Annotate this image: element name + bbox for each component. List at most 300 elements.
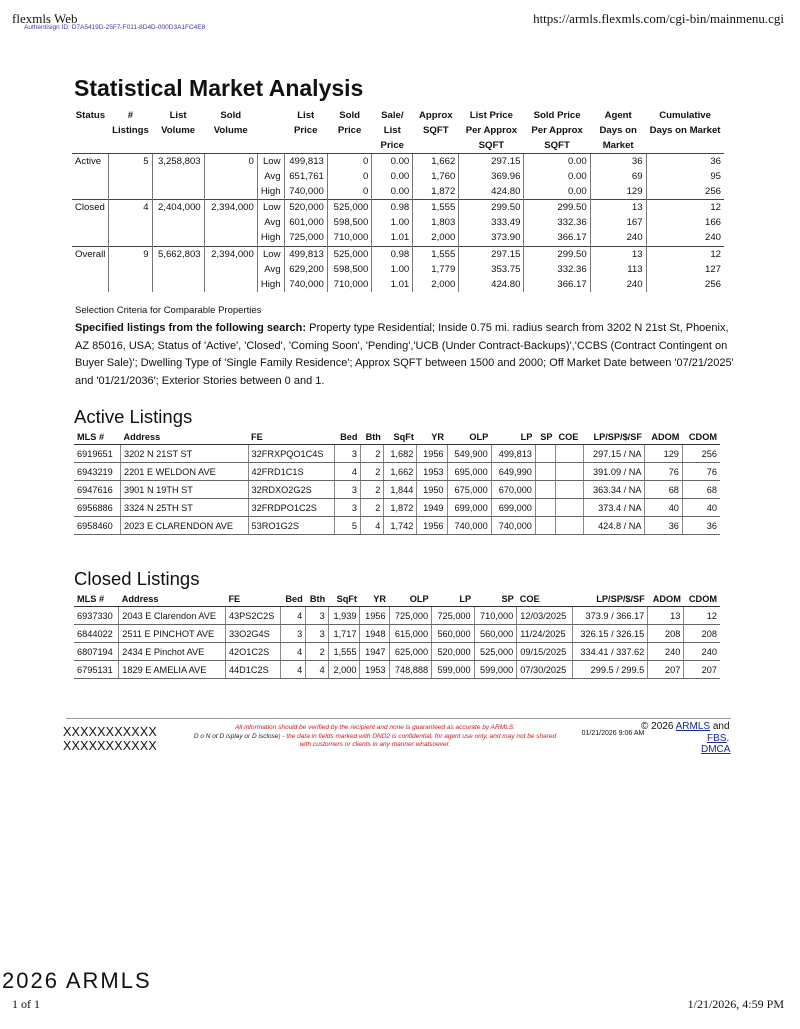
stat-cell — [109, 169, 152, 184]
listing-cell: 1,872 — [384, 499, 417, 517]
table-row — [74, 625, 720, 643]
listing-cell: 42FRD1C1S — [248, 463, 335, 481]
listing-cell: 710,000 — [474, 607, 517, 625]
stat-cell: 2,394,000 — [204, 200, 257, 216]
listing-cell: 699,000 — [491, 499, 535, 517]
listing-cell: 6937330 — [74, 607, 119, 625]
listing-header: Bth — [361, 430, 384, 445]
listing-cell: 68 — [682, 481, 720, 499]
listing-cell: 36 — [645, 517, 682, 535]
stat-cell: 525,000 — [327, 246, 371, 262]
stat-cell — [152, 184, 204, 200]
stat-cell: 601,000 — [284, 215, 327, 230]
masked-line-1: XXXXXXXXXXX — [63, 725, 157, 739]
statistics-table — [72, 108, 724, 292]
stat-header: Sale/ List Price — [380, 110, 405, 151]
stat-cell: 4 — [109, 200, 152, 216]
stat-cell — [72, 277, 109, 292]
stat-row — [72, 230, 724, 246]
listing-cell: 43PS2C2S — [225, 607, 281, 625]
table-row — [74, 643, 720, 661]
listing-cell: 4 — [281, 661, 306, 679]
listing-cell: 76 — [682, 463, 720, 481]
listing-cell: 33O2G4S — [225, 625, 281, 643]
listing-cell: 2,000 — [328, 661, 360, 679]
listing-cell: 560,000 — [432, 625, 475, 643]
print-timestamp: 1/21/2026, 4:59 PM — [687, 997, 784, 1011]
listing-cell: 256 — [682, 445, 720, 463]
listing-cell: 6947616 — [74, 481, 120, 499]
listing-cell: 2 — [361, 481, 384, 499]
listing-cell — [535, 499, 555, 517]
listing-header: OLP — [447, 430, 491, 445]
stat-row — [72, 184, 724, 200]
stat-cell: 332.36 — [524, 215, 590, 230]
stat-row — [72, 246, 724, 262]
stat-cell: Avg — [257, 169, 284, 184]
stat-cell: 424.80 — [459, 184, 524, 200]
stat-cell — [152, 215, 204, 230]
listing-cell: 3324 N 25TH ST — [120, 499, 248, 517]
stat-row — [72, 262, 724, 277]
page-url: https://armls.flexmls.com/cgi-bin/mainmenu.cgi — [533, 11, 784, 26]
authentisign-id: Authentisign ID: D7A5419D-25F7-F011-8D4D-000D3A1FC4E8 — [24, 24, 206, 31]
stat-cell: High — [257, 230, 284, 246]
listing-cell: 297.15 / NA — [584, 445, 645, 463]
stat-row — [72, 169, 724, 184]
disclaimer — [160, 724, 590, 750]
listing-cell: 599,000 — [432, 661, 475, 679]
stat-cell — [204, 262, 257, 277]
listing-cell: 240 — [684, 643, 720, 661]
listing-cell: 1956 — [360, 607, 389, 625]
criteria-label: Selection Criteria for Comparable Properties — [75, 305, 262, 316]
listing-cell — [555, 499, 583, 517]
listing-header: CDOM — [682, 430, 720, 445]
listing-cell: 373.9 / 366.17 — [573, 607, 648, 625]
listing-cell: 3 — [335, 445, 361, 463]
listing-cell — [555, 517, 583, 535]
listing-header: Address — [119, 592, 226, 607]
listing-cell: 670,000 — [491, 481, 535, 499]
copyright: © 2026 ARMLS and FBS. DMCA — [641, 721, 731, 755]
stat-cell — [109, 230, 152, 246]
listing-cell: 4 — [335, 463, 361, 481]
stat-cell: 0.00 — [372, 154, 413, 170]
stat-row — [72, 277, 724, 292]
listing-cell: 2 — [361, 499, 384, 517]
table-row — [74, 481, 720, 499]
listing-cell: 6844022 — [74, 625, 119, 643]
stat-cell: 1.00 — [372, 215, 413, 230]
listing-header: COE — [555, 430, 583, 445]
listing-header: Bth — [306, 592, 329, 607]
listing-cell — [535, 445, 555, 463]
listing-cell: 4 — [361, 517, 384, 535]
listing-header: SqFt — [384, 430, 417, 445]
stat-cell — [152, 169, 204, 184]
listing-cell: 725,000 — [432, 607, 475, 625]
disclaimer-line-2 — [160, 733, 590, 742]
stat-cell — [152, 277, 204, 292]
listing-cell — [555, 481, 583, 499]
table-row — [74, 463, 720, 481]
stat-header: List Price Per Approx SQFT — [465, 110, 518, 151]
stat-cell — [152, 262, 204, 277]
stat-header: Sold Price Per Approx SQFT — [531, 110, 583, 151]
listing-cell: 1,662 — [384, 463, 417, 481]
listing-header: LP/SP/$/SF — [584, 430, 645, 445]
listing-cell: 499,813 — [491, 445, 535, 463]
listing-cell: 2 — [361, 445, 384, 463]
active-listings-table — [74, 430, 720, 535]
listing-cell: 3 — [335, 481, 361, 499]
listing-cell: 12 — [684, 607, 720, 625]
listing-cell: 6807194 — [74, 643, 119, 661]
fbs-link[interactable]: FBS — [707, 732, 727, 744]
stat-cell: High — [257, 184, 284, 200]
stat-cell: 0.98 — [372, 200, 413, 216]
stat-cell: 167 — [590, 215, 646, 230]
listing-header: FE — [225, 592, 281, 607]
listing-cell: 1949 — [417, 499, 447, 517]
listing-cell: 2201 E WELDON AVE — [120, 463, 248, 481]
listing-cell: 599,000 — [474, 661, 517, 679]
stat-cell: 256 — [646, 277, 724, 292]
stat-cell: 256 — [646, 184, 724, 200]
listing-cell: 208 — [648, 625, 684, 643]
dmca-link[interactable]: DMCA — [701, 744, 731, 755]
listing-header: Bed — [281, 592, 306, 607]
stat-cell: 651,761 — [284, 169, 327, 184]
listing-cell: 2511 E PINCHOT AVE — [119, 625, 226, 643]
stat-cell: 1,872 — [413, 184, 459, 200]
stat-cell: 299.50 — [459, 200, 524, 216]
stat-cell: 710,000 — [327, 230, 371, 246]
listing-cell: 42O1C2S — [225, 643, 281, 661]
listing-cell: 3 — [306, 625, 329, 643]
listing-header: YR — [360, 592, 389, 607]
listing-cell: 76 — [645, 463, 682, 481]
stat-header: Sold Price — [337, 110, 362, 136]
listing-cell: 520,000 — [432, 643, 475, 661]
listing-cell: 373.4 / NA — [584, 499, 645, 517]
stat-cell — [204, 169, 257, 184]
stat-cell: 353.75 — [459, 262, 524, 277]
stat-cell: 332.36 — [524, 262, 590, 277]
stat-cell: 1,760 — [413, 169, 459, 184]
listing-header: MLS # — [74, 430, 120, 445]
listing-cell: 129 — [645, 445, 682, 463]
listing-cell: 740,000 — [491, 517, 535, 535]
listing-header: LP — [491, 430, 535, 445]
listing-header: ADOM — [645, 430, 682, 445]
listing-cell: 68 — [645, 481, 682, 499]
listing-cell: 36 — [682, 517, 720, 535]
stat-cell: 2,000 — [413, 277, 459, 292]
stat-row — [72, 154, 724, 170]
listing-cell: 1956 — [417, 445, 447, 463]
listing-cell: 5 — [335, 517, 361, 535]
stat-cell: 0 — [204, 154, 257, 170]
stat-cell: Avg — [257, 215, 284, 230]
listing-cell: 695,000 — [447, 463, 491, 481]
listing-cell: 3901 N 19TH ST — [120, 481, 248, 499]
stat-cell: 710,000 — [327, 277, 371, 292]
listing-cell: 1953 — [360, 661, 389, 679]
listing-cell — [535, 463, 555, 481]
stat-cell — [204, 230, 257, 246]
stat-cell: 2,394,000 — [204, 246, 257, 262]
listing-header: SP — [535, 430, 555, 445]
stat-cell: 0.98 — [372, 246, 413, 262]
stat-cell: 12 — [646, 200, 724, 216]
listing-cell: 748,888 — [389, 661, 432, 679]
stat-cell: 95 — [646, 169, 724, 184]
stat-header: List Volume — [161, 110, 196, 136]
listing-cell — [535, 517, 555, 535]
listing-header: CDOM — [684, 592, 720, 607]
listing-cell: 1950 — [417, 481, 447, 499]
listing-cell: 32RDXO2G2S — [248, 481, 335, 499]
stat-cell: Low — [257, 200, 284, 216]
listing-cell: 207 — [648, 661, 684, 679]
stat-cell: Active — [72, 154, 109, 170]
listing-header: SP — [474, 592, 517, 607]
stat-cell: 297.15 — [459, 246, 524, 262]
listing-header: LP/SP/$/SF — [573, 592, 648, 607]
stat-cell: 520,000 — [284, 200, 327, 216]
listing-cell: 615,000 — [389, 625, 432, 643]
stat-header: Agent Days on Market — [599, 110, 637, 151]
listing-cell: 3202 N 21ST ST — [120, 445, 248, 463]
and-text: and — [712, 721, 730, 732]
stat-cell: 373.90 — [459, 230, 524, 246]
footer-divider — [66, 718, 731, 719]
stat-cell: 0.00 — [524, 154, 590, 170]
listing-cell: 6943219 — [74, 463, 120, 481]
stat-cell: 333.49 — [459, 215, 524, 230]
listing-cell: 391.09 / NA — [584, 463, 645, 481]
stat-cell: 0.00 — [372, 184, 413, 200]
page-title: Statistical Market Analysis — [74, 75, 364, 101]
listing-cell: 1829 E AMELIA AVE — [119, 661, 226, 679]
listing-cell: 424.8 / NA — [584, 517, 645, 535]
listing-cell: 625,000 — [389, 643, 432, 661]
stat-cell — [204, 215, 257, 230]
listing-cell: 13 — [648, 607, 684, 625]
listing-cell: 09/15/2025 — [517, 643, 573, 661]
stat-row — [72, 200, 724, 216]
listing-cell: 649,990 — [491, 463, 535, 481]
stat-header: Status — [75, 110, 106, 121]
stat-cell — [152, 230, 204, 246]
stat-cell: Overall — [72, 246, 109, 262]
copyright-text: © 2026 — [641, 721, 674, 732]
stat-cell: 725,000 — [284, 230, 327, 246]
listing-cell: 2023 E CLARENDON AVE — [120, 517, 248, 535]
stat-cell: 2,404,000 — [152, 200, 204, 216]
listing-cell: 4 — [281, 643, 306, 661]
stat-cell: 240 — [590, 277, 646, 292]
stat-cell — [72, 262, 109, 277]
stat-cell: 629,200 — [284, 262, 327, 277]
listing-cell: 53RO1G2S — [248, 517, 335, 535]
listing-cell: 549,900 — [447, 445, 491, 463]
stat-cell: 0.00 — [524, 169, 590, 184]
stat-cell: 740,000 — [284, 184, 327, 200]
stat-header: # Listings — [112, 110, 149, 136]
listing-cell: 699,000 — [447, 499, 491, 517]
stat-cell: 129 — [590, 184, 646, 200]
stat-cell: 499,813 — [284, 246, 327, 262]
listing-cell: 208 — [684, 625, 720, 643]
listing-header: LP — [432, 592, 475, 607]
listing-cell: 2 — [361, 463, 384, 481]
stat-cell: 127 — [646, 262, 724, 277]
stat-cell — [72, 184, 109, 200]
stat-cell: 13 — [590, 246, 646, 262]
listing-cell: 6958460 — [74, 517, 120, 535]
stat-header — [257, 108, 284, 154]
stat-cell: 36 — [590, 154, 646, 170]
listing-cell: 6956886 — [74, 499, 120, 517]
listing-cell: 1956 — [417, 517, 447, 535]
listing-header: MLS # — [74, 592, 119, 607]
closed-listings-heading: Closed Listings — [74, 568, 200, 589]
stat-header: List Price — [293, 110, 318, 136]
stat-cell: 424.80 — [459, 277, 524, 292]
disclaimer-line-1: All information should be verified by the recipient and none is guaranteed as accurate by ARMLS. — [235, 724, 515, 731]
masked-text — [63, 725, 157, 753]
stat-cell: 5 — [109, 154, 152, 170]
listing-cell: 1,742 — [384, 517, 417, 535]
stat-cell: 2,000 — [413, 230, 459, 246]
listing-cell — [555, 445, 583, 463]
listing-cell: 1,682 — [384, 445, 417, 463]
stat-cell: 598,500 — [327, 262, 371, 277]
criteria-bold: Specified listings from the following search: — [75, 322, 307, 334]
stat-cell — [72, 230, 109, 246]
listing-cell: 326.15 / 326.15 — [573, 625, 648, 643]
listing-cell: 675,000 — [447, 481, 491, 499]
stat-cell: 36 — [646, 154, 724, 170]
disclaimer-line-3: with customers or clients in any manner whatsoever. — [299, 741, 451, 748]
stat-cell: 5,662,803 — [152, 246, 204, 262]
listing-cell: 1947 — [360, 643, 389, 661]
stat-cell: 0 — [327, 169, 371, 184]
closed-listings-table — [74, 592, 720, 679]
stat-cell: 1,779 — [413, 262, 459, 277]
listing-cell: 07/30/2025 — [517, 661, 573, 679]
listing-cell: 32FRDPO1C2S — [248, 499, 335, 517]
listing-cell: 6919651 — [74, 445, 120, 463]
stat-header: Approx SQFT — [418, 110, 453, 136]
listing-cell: 4 — [306, 661, 329, 679]
stat-cell: 113 — [590, 262, 646, 277]
listing-cell: 44D1C2S — [225, 661, 281, 679]
stat-cell: Closed — [72, 200, 109, 216]
listing-cell: 2043 E Clarendon AVE — [119, 607, 226, 625]
stat-cell — [204, 184, 257, 200]
app-title: flexmls Web — [12, 11, 78, 26]
armls-link[interactable]: ARMLS — [675, 721, 711, 732]
listing-cell: 32FRXPQO1C4S — [248, 445, 335, 463]
listing-cell: 1,844 — [384, 481, 417, 499]
listing-cell: 363.34 / NA — [584, 481, 645, 499]
stat-cell: 1,555 — [413, 200, 459, 216]
stat-header: Sold Volume — [213, 110, 248, 136]
stat-cell: 240 — [590, 230, 646, 246]
stat-cell: 366.17 — [524, 230, 590, 246]
stat-cell — [109, 215, 152, 230]
stat-cell: 299.50 — [524, 200, 590, 216]
listing-cell: 6795131 — [74, 661, 119, 679]
listing-cell: 2 — [306, 643, 329, 661]
listing-cell: 3 — [306, 607, 329, 625]
criteria-text: Property type Residential; Inside 0.75 mi. radius search from 3202 N 21st St, Phoenix, AZ 85016, USA; Status of 'Active', 'Closed', 'Coming Soon', 'Pending','UCB (Under Contract-Backups)','CCBS (Contract Contingent on Buyer Sale)'; Dwelling Type of 'Single Family Residence'; Approx SQFT between 1500 and 2000; Off Market Date between '07/21/2025' and '01/21/2036'; Exterior Stories between 0 and 1. — [75, 322, 734, 387]
search-criteria — [75, 320, 735, 390]
table-row — [74, 499, 720, 517]
page-number: 1 of 1 — [12, 997, 40, 1011]
listing-cell: 1953 — [417, 463, 447, 481]
stat-cell — [72, 215, 109, 230]
stat-cell: 69 — [590, 169, 646, 184]
stat-cell: 366.17 — [524, 277, 590, 292]
masked-line-2: XXXXXXXXXXX — [63, 739, 157, 753]
active-listings-heading: Active Listings — [74, 406, 193, 427]
listing-cell — [535, 481, 555, 499]
listing-cell: 207 — [684, 661, 720, 679]
stat-cell: Low — [257, 154, 284, 170]
stat-cell: 0.00 — [372, 169, 413, 184]
listing-cell: 1,939 — [328, 607, 360, 625]
stat-cell: 9 — [109, 246, 152, 262]
stat-cell: 0.00 — [524, 184, 590, 200]
stat-cell: Low — [257, 246, 284, 262]
listing-cell: 525,000 — [474, 643, 517, 661]
listing-cell: 725,000 — [389, 607, 432, 625]
stat-cell: High — [257, 277, 284, 292]
listing-cell: 12/03/2025 — [517, 607, 573, 625]
stat-cell: 3,258,803 — [152, 154, 204, 170]
listing-cell: 3 — [281, 625, 306, 643]
stat-cell — [72, 169, 109, 184]
stat-cell: 369.96 — [459, 169, 524, 184]
listing-header: Address — [120, 430, 248, 445]
stat-cell — [204, 277, 257, 292]
stat-row — [72, 215, 724, 230]
listing-cell: 40 — [682, 499, 720, 517]
table-row — [74, 517, 720, 535]
stat-cell: Avg — [257, 262, 284, 277]
listing-cell: 740,000 — [447, 517, 491, 535]
stat-cell: 297.15 — [459, 154, 524, 170]
listing-header: Bed — [335, 430, 361, 445]
listing-cell: 1,555 — [328, 643, 360, 661]
table-row — [74, 661, 720, 679]
listing-header: COE — [517, 592, 573, 607]
stat-cell: 1.00 — [372, 262, 413, 277]
stat-cell: 499,813 — [284, 154, 327, 170]
listing-cell: 334.41 / 337.62 — [573, 643, 648, 661]
stat-cell: 166 — [646, 215, 724, 230]
stat-cell: 1,555 — [413, 246, 459, 262]
footer-date: 01/21/2026 9:06 AM — [581, 730, 645, 737]
listing-header: OLP — [389, 592, 432, 607]
listing-cell: 1,717 — [328, 625, 360, 643]
dnd-text: D o N ot D isplay or D isclose — [193, 732, 279, 740]
